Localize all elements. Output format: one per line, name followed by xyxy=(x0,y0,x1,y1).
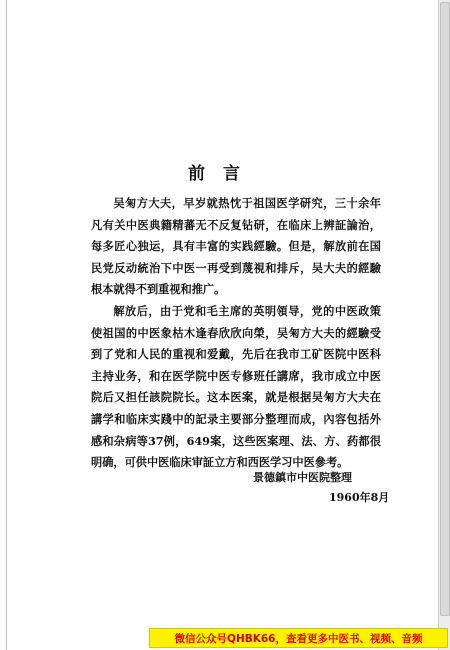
banner-text: 微信公众号QHBK66，查看更多中医书、视频、音频 xyxy=(174,632,423,645)
signature-date: 1960年8月 xyxy=(329,491,390,504)
paragraph-1: 吴匊方大夫，早岁就热忱于祖国医学研究，三十余年凡有关中医典籍精蕃无不反复钻研，在临床上辨証論治，每多匠心独运，具有丰富的实践經驗。但是，解放前在国民党反动統治下中医一再受到蔑視和排斥，吴大夫的經驗根本就得不到重视和推广。 xyxy=(91,196,381,297)
scrollbar-thumb[interactable] xyxy=(440,2,450,616)
paragraph-2: 解放后，由于党和毛主席的英明領导，党的中医政策使祖国的中医象枯木逢春欣欣向榮，吴匊方大夫的經驗受到了党和人民的重视和爱戴，先后在我市工矿医院中医科主持业务，和在医学院中医专修班任講席，我市成立中医院后又担任該院院长。这本医案，就是根据吴匊方大夫在講学和临床实踐中的記录主要部分整理而成，內容包括外感和杂病等37例，649案，这些医案理、法、方、药都很明确，可供中医临床审証立方和西医学习中医參考。 xyxy=(91,303,381,470)
page-title: 前言 xyxy=(188,164,258,184)
preface-body xyxy=(91,193,381,474)
signature-organization: 景德鎮市中医院整理 xyxy=(253,471,352,484)
watermark-banner xyxy=(149,628,448,648)
document-page xyxy=(6,0,439,650)
